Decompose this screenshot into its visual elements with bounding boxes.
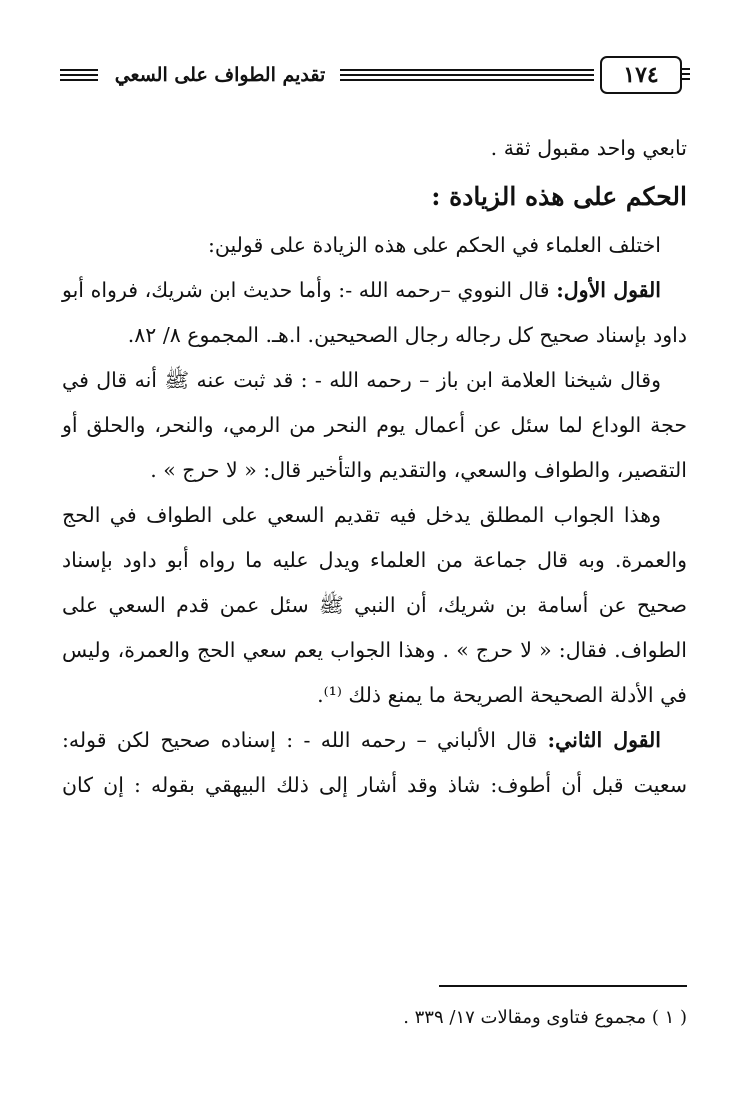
page-header <box>60 56 690 96</box>
header-rule-left <box>60 69 98 84</box>
first-opinion-label: القول الأول: <box>556 278 661 302</box>
footnote-separator <box>439 985 687 987</box>
second-opinion-text: قال الألباني – رحمه الله - : إسناده صحيح لكن قوله: سعيت قبل أن أطوف: شاذ وقد أشار إلى ذلك البيهقي بقوله : إن كان <box>62 728 687 797</box>
intro-paragraph: اختلف العلماء في الحكم على هذه الزيادة على قولين: <box>207 233 661 257</box>
second-opinion-label: القول الثاني: <box>547 728 661 752</box>
first-opinion-paragraph <box>62 268 687 358</box>
answer-paragraph: وهذا الجواب المطلق يدخل فيه تقديم السعي على الطواف في الحج والعمرة. وبه قال جماعة من العلماء ويدل عليه ما رواه أبو داود بإسناد صحيح عن أسامة بن شريك، أن النبي ﷺ سئل عمن قدم السعي على الطواف. فقال: « لا حرج » . وهذا الجواب يعم سعي الحج والعمرة، وليس في الأدلة الصحيحة الصريحة ما يمنع ذلك ⁽¹⁾. <box>62 503 687 707</box>
running-title: تقديم الطواف على السعي <box>114 64 326 86</box>
footnote: ( ١ ) مجموع فتاوى ومقالات ١٧/ ٣٣٩ . <box>403 1007 687 1028</box>
section-heading: الحكم على هذه الزيادة : <box>431 182 687 211</box>
second-opinion-paragraph <box>62 718 687 808</box>
continued-line: تابعي واحد مقبول ثقة . <box>490 136 687 160</box>
page-number-box: ١٧٤ <box>600 56 682 94</box>
header-tick <box>680 73 690 75</box>
header-tick <box>680 68 690 70</box>
header-tick <box>680 78 690 80</box>
header-rule-middle <box>340 69 594 84</box>
first-opinion-text: قال النووي –رحمه الله -: وأما حديث ابن شريك، فرواه أبو داود بإسناد صحيح كل رجاله رجال الصحيحين. ا.هـ. المجموع ٨/ ٨٢. <box>62 278 687 347</box>
ibn-baz-paragraph: وقال شيخنا العلامة ابن باز – رحمه الله - : قد ثبت عنه ﷺ أنه قال في حجة الوداع لما سئل عن أعمال يوم النحر من الرمي، والنحر، والحلق أو التقصير، والطواف والسعي، والتقديم والتأخير قال: « لا حرج » . <box>62 368 687 482</box>
page-body <box>62 126 687 808</box>
